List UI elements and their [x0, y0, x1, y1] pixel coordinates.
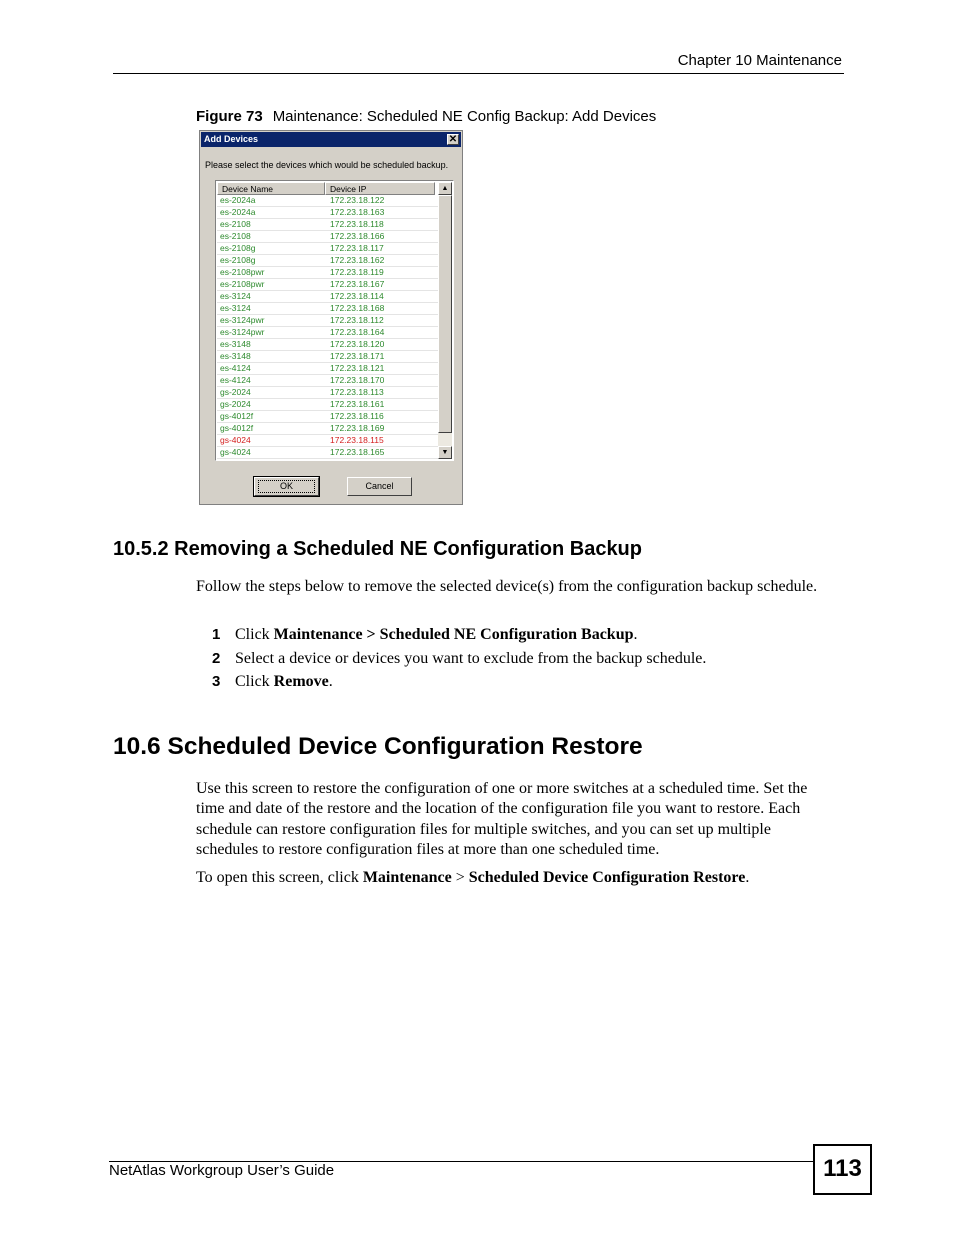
step-text: Select a device or devices you want to exclude from the backup schedule. — [235, 649, 707, 667]
device-ip-cell: 172.23.18.119 — [330, 267, 384, 277]
device-name-cell: es-3124 — [220, 291, 251, 301]
device-name-cell: es-2024a — [220, 207, 256, 217]
device-ip-cell: 172.23.18.161 — [330, 399, 385, 409]
device-ip-cell: 172.23.18.170 — [330, 375, 385, 385]
device-ip-cell: 172.23.18.164 — [330, 327, 385, 337]
list-scrollbar[interactable] — [438, 182, 452, 459]
table-row[interactable] — [217, 447, 439, 459]
guide-title: NetAtlas Workgroup User’s Guide — [109, 1162, 335, 1179]
add-devices-dialog — [199, 130, 463, 505]
ok-label: OK — [279, 481, 293, 491]
table-row[interactable] — [217, 267, 439, 279]
device-name-cell: es-2108 — [220, 219, 251, 229]
device-name-cell: gs-4024 — [220, 435, 251, 445]
step-number: 2 — [212, 649, 221, 667]
device-ip-cell: 172.23.18.121 — [330, 363, 385, 373]
device-ip-cell: 172.23.18.168 — [330, 303, 385, 313]
device-ip-cell: 172.23.18.116 — [330, 411, 384, 421]
figure-number: Figure 73 — [196, 108, 263, 125]
device-ip-cell: 172.23.18.166 — [330, 231, 385, 241]
table-row[interactable] — [217, 387, 439, 399]
device-ip-cell: 172.23.18.113 — [330, 387, 384, 397]
page-number: 113 — [813, 1144, 872, 1195]
device-name-cell: es-2108 — [220, 231, 251, 241]
focus-ring — [258, 480, 315, 493]
table-row[interactable] — [217, 375, 439, 387]
device-name-cell: es-4124 — [220, 363, 251, 373]
device-name-cell: es-3124pwr — [220, 327, 265, 337]
cancel-button[interactable]: Cancel — [347, 477, 412, 496]
section-10-6-paragraph: Use this screen to restore the configuration of one or more switches at a scheduled time. Set the time and date of the restore and the location of the configuration file you want to restore. Each schedule can restore configuration files for multiple switches, and you can set up multiple schedules to restore configuration files at more than one scheduled time. — [196, 780, 808, 858]
device-ip-cell: 172.23.18.122 — [330, 195, 385, 205]
table-row[interactable] — [217, 195, 439, 207]
step-text — [235, 625, 638, 645]
device-name-cell: es-2108pwr — [220, 267, 265, 277]
table-row[interactable] — [217, 219, 439, 231]
table-row[interactable] — [217, 315, 439, 327]
table-row[interactable] — [217, 243, 439, 255]
device-list[interactable] — [215, 180, 454, 461]
text-bold-menu: Scheduled Device Configuration Restore — [468, 869, 746, 886]
text-bold-maintenance: Maintenance — [362, 869, 452, 886]
step-list — [196, 625, 836, 696]
figure-caption — [196, 108, 656, 125]
table-row[interactable] — [217, 255, 439, 267]
device-name-cell: gs-4012f — [220, 411, 254, 421]
device-name-cell: es-2108g — [220, 255, 256, 265]
close-icon[interactable]: ✕ — [448, 134, 458, 145]
list-header — [217, 182, 435, 195]
device-name-cell: gs-2024 — [220, 399, 251, 409]
table-row[interactable] — [217, 327, 439, 339]
dialog-title: Add Devices — [204, 134, 259, 144]
device-ip-cell: 172.23.18.114 — [330, 291, 384, 301]
device-ip-cell: 172.23.18.171 — [330, 351, 385, 361]
table-row[interactable] — [217, 363, 439, 375]
device-name-cell: gs-4012f — [220, 423, 254, 433]
table-row[interactable] — [217, 303, 439, 315]
chapter-header: Chapter 10 Maintenance — [677, 52, 842, 69]
device-name-cell: es-2108g — [220, 243, 256, 253]
text-pre: To open this screen, click — [196, 869, 363, 886]
device-name-cell: es-3124 — [220, 303, 251, 313]
table-row[interactable] — [217, 411, 439, 423]
figure-title: Maintenance: Scheduled NE Config Backup: Add Devices — [272, 108, 657, 125]
scroll-up-icon[interactable]: ▲ — [438, 182, 452, 195]
device-name-cell: es-3148 — [220, 351, 251, 361]
section-heading-10-6: 10.6 Scheduled Device Configuration Restore — [113, 733, 643, 760]
device-ip-cell: 172.23.18.117 — [330, 243, 384, 253]
table-row[interactable] — [217, 291, 439, 303]
step-text-post: . — [328, 673, 333, 690]
step-text-post: . — [633, 626, 638, 643]
device-ip-cell: 172.23.18.162 — [330, 255, 385, 265]
device-name-cell: es-4124 — [220, 375, 251, 385]
ok-button[interactable] — [254, 477, 319, 496]
text-separator: > — [451, 869, 469, 886]
list-item — [196, 649, 836, 673]
device-ip-cell: 172.23.18.163 — [330, 207, 385, 217]
device-name-cell: es-2024a — [220, 195, 256, 205]
step-text-bold: Maintenance > Scheduled NE Configuration Backup — [273, 626, 634, 643]
step-number: 3 — [212, 673, 221, 690]
header-rule — [113, 73, 844, 74]
step-number: 1 — [212, 626, 221, 643]
list-item — [196, 625, 836, 649]
step-text-pre: Click — [235, 626, 274, 643]
device-name-cell: gs-2024 — [220, 387, 251, 397]
column-device-name[interactable]: Device Name — [217, 182, 325, 195]
device-ip-cell: 172.23.18.165 — [330, 447, 385, 457]
section-10-6-open-instructions — [196, 868, 836, 888]
text-post: . — [745, 869, 750, 886]
dialog-titlebar[interactable] — [201, 132, 461, 147]
step-text — [235, 672, 333, 692]
dialog-instruction: Please select the devices which would be scheduled backup. — [205, 160, 449, 170]
table-row[interactable] — [217, 423, 439, 435]
scroll-thumb[interactable] — [438, 195, 452, 433]
table-row[interactable] — [217, 279, 439, 291]
device-name-cell: es-3148 — [220, 339, 251, 349]
table-row[interactable] — [217, 435, 439, 447]
step-text-pre: Click — [235, 673, 274, 690]
device-ip-cell: 172.23.18.167 — [330, 279, 385, 289]
device-name-cell: es-3124pwr — [220, 315, 265, 325]
device-ip-cell: 172.23.18.112 — [330, 315, 384, 325]
table-row[interactable] — [217, 207, 439, 219]
section-heading-10-5-2: 10.5.2 Removing a Scheduled NE Configuration Backup — [113, 538, 642, 560]
device-ip-cell: 172.23.18.115 — [330, 435, 384, 445]
section-10-5-2-intro: Follow the steps below to remove the selected device(s) from the configuration backup schedule. — [196, 578, 818, 595]
step-text-bold: Remove — [273, 673, 329, 690]
table-row[interactable] — [217, 231, 439, 243]
table-row[interactable] — [217, 339, 439, 351]
device-ip-cell: 172.23.18.169 — [330, 423, 385, 433]
device-ip-cell: 172.23.18.118 — [330, 219, 384, 229]
table-row[interactable] — [217, 399, 439, 411]
device-ip-cell: 172.23.18.120 — [330, 339, 385, 349]
device-name-cell: es-2108pwr — [220, 279, 265, 289]
list-body — [217, 195, 439, 459]
scroll-down-icon[interactable]: ▼ — [438, 446, 452, 459]
device-name-cell: gs-4024 — [220, 447, 251, 457]
table-row[interactable] — [217, 351, 439, 363]
list-item — [196, 672, 836, 696]
column-device-ip[interactable]: Device IP — [325, 182, 435, 195]
